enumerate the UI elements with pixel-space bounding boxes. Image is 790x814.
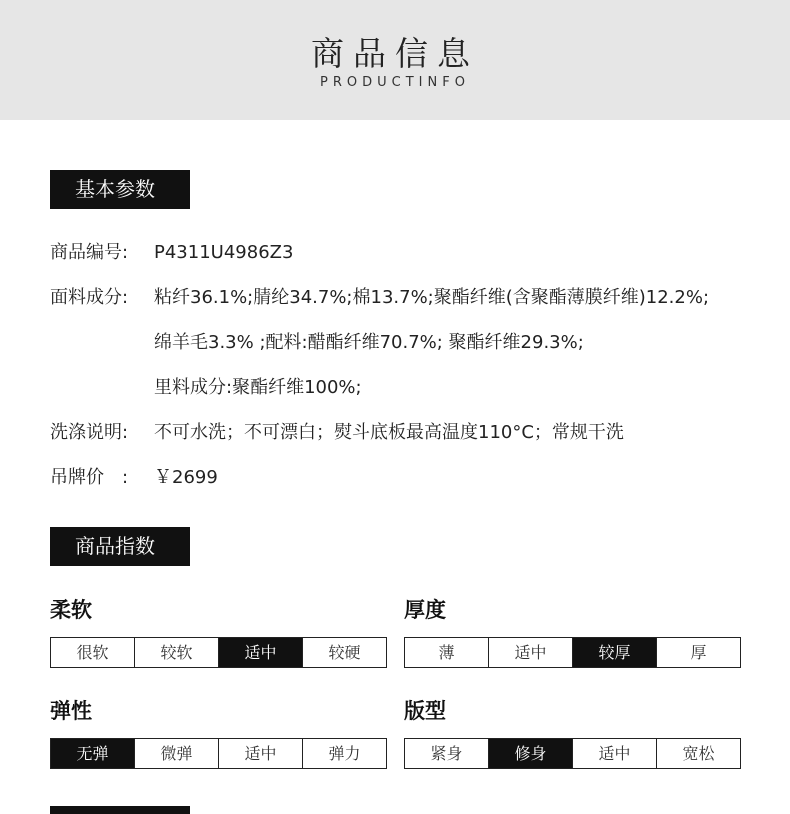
thickness-title: 厚度 (404, 598, 446, 622)
fit-scale (404, 738, 741, 769)
fit-option: 修身 (489, 739, 573, 768)
softness-option: 适中 (219, 638, 303, 667)
softness-scale (50, 637, 387, 668)
elasticity-option: 微弹 (135, 739, 219, 768)
price-value: ￥2699 (154, 467, 218, 488)
page-subtitle: PRODUCTINFO (320, 75, 470, 90)
code-label: 商品编号: (50, 242, 129, 263)
fabric-label: 面料成分: (50, 287, 129, 308)
fabric-line-3: 里料成分:聚酯纤维100%; (154, 377, 362, 398)
page-title: 商品信息 (311, 34, 479, 73)
fabric-line-2: 绵羊毛3.3% ;配料:醋酯纤维70.7%; 聚酯纤维29.3%; (154, 332, 584, 353)
softness-title: 柔软 (50, 598, 92, 622)
code-value: P4311U4986Z3 (154, 242, 294, 263)
elasticity-title: 弹性 (50, 699, 92, 723)
softness-option: 很软 (51, 638, 135, 667)
price-label: 吊牌价 : (50, 467, 129, 488)
wash-label: 洗涤说明: (50, 422, 129, 443)
next-section-tag (50, 806, 190, 814)
elasticity-option: 适中 (219, 739, 303, 768)
elasticity-option: 弹力 (328, 744, 361, 763)
softness-option: 较软 (135, 638, 219, 667)
fit-title: 版型 (404, 699, 446, 723)
thickness-option: 适中 (489, 638, 573, 667)
header-banner (0, 0, 790, 120)
fit-option: 紧身 (405, 739, 489, 768)
row-product-code (50, 238, 293, 264)
fit-option: 宽松 (682, 744, 715, 763)
elasticity-option: 无弹 (51, 739, 135, 768)
elasticity-scale (50, 738, 387, 769)
thickness-scale (404, 637, 741, 668)
wash-value: 不可水洗；不可漂白；熨斗底板最高温度110°C；常规干洗 (154, 422, 624, 443)
softness-option: 较硬 (328, 643, 361, 662)
thickness-option: 薄 (405, 638, 489, 667)
thickness-option: 较厚 (573, 638, 657, 667)
row-wash (50, 418, 624, 444)
row-fabric (50, 283, 709, 309)
fabric-line-1: 粘纤36.1%;腈纶34.7%;棉13.7%;聚酯纤维(含聚酯薄膜纤维)12.2%; (154, 287, 710, 308)
fit-option: 适中 (573, 739, 657, 768)
thickness-option: 厚 (690, 643, 707, 662)
row-price (50, 463, 218, 489)
section-tag-index: 商品指数 (50, 527, 190, 566)
section-tag-basic: 基本参数 (50, 170, 190, 209)
